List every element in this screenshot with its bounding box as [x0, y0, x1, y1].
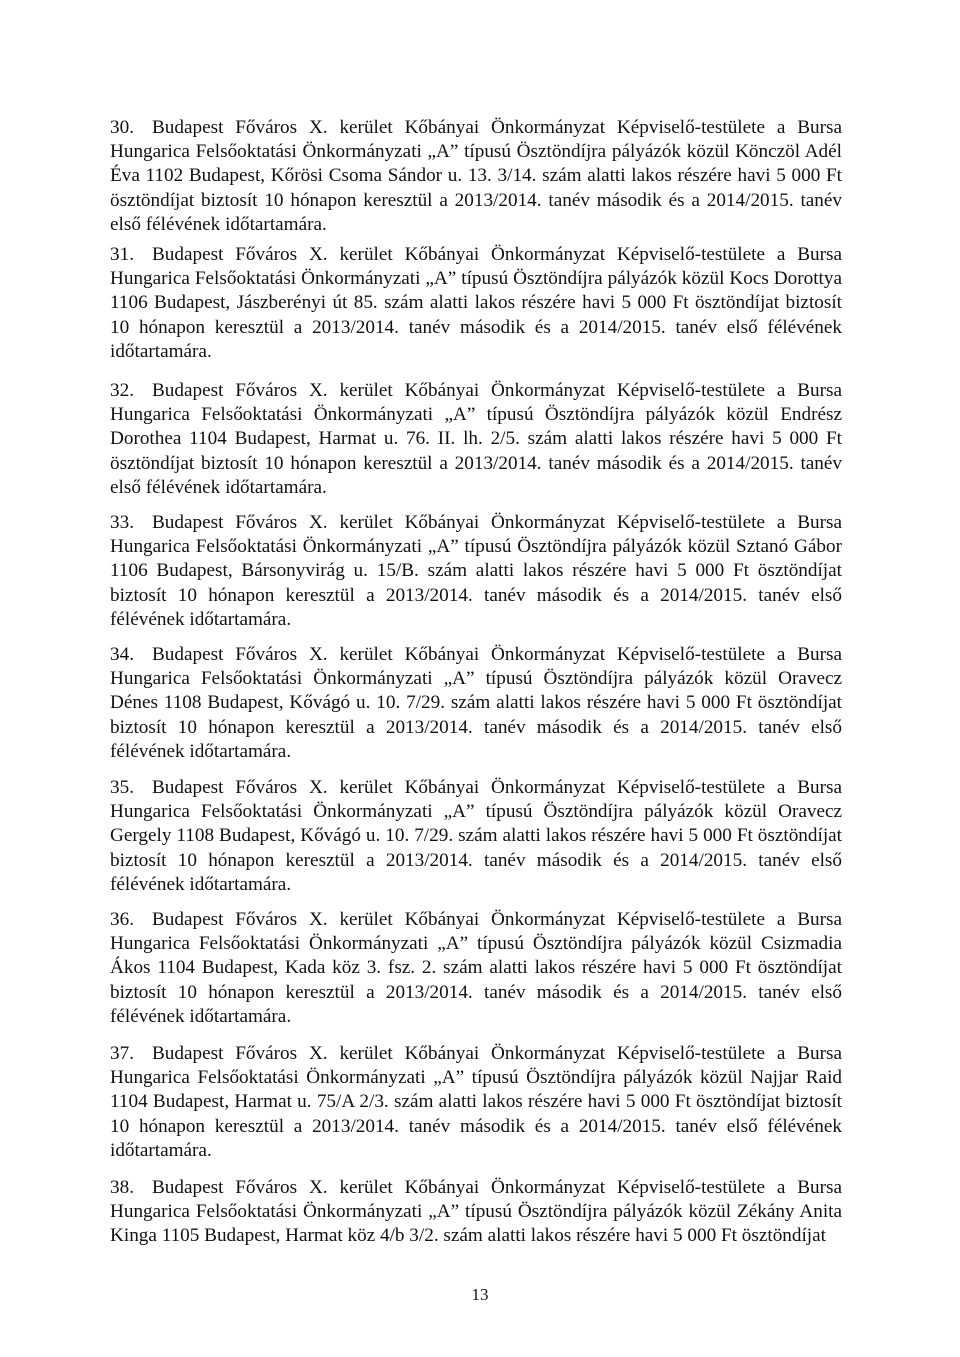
paragraph-text: Budapest Főváros X. kerület Kőbányai Önkormányzat Képviselő-testülete a Bursa Hungarica Felsőoktatási Önkormányzati „A” típusú Ösztöndíjra pályázók közül Csizmadia Ákos 1104 Budapest, Kada köz 3. fsz. 2. szám alatti lakos részére havi 5 000 Ft ösztöndíjat biztosít 10 hónapon keresztül a 2013/2014. tanév második és a 2014/2015. tanév első félévének időtartamára.	[110, 909, 842, 1027]
paragraph-37	[110, 1042, 842, 1163]
paragraph-number: 36.	[110, 909, 134, 930]
paragraph-30	[110, 116, 842, 237]
paragraph-31	[110, 243, 842, 364]
paragraph-32	[110, 379, 842, 500]
paragraph-35	[110, 776, 842, 897]
paragraph-text: Budapest Főváros X. kerület Kőbányai Önkormányzat Képviselő-testülete a Bursa Hungarica Felsőoktatási Önkormányzati „A” típusú Ösztöndíjra pályázók közül Najjar Raid 1104 Budapest, Harmat u. 75/A 2/3. szám alatti lakos részére havi 5 000 Ft ösztöndíjat biztosít 10 hónapon keresztül a 2013/2014. tanév második és a 2014/2015. tanév első félévének időtartamára.	[110, 1043, 842, 1161]
paragraph-34	[110, 643, 842, 764]
paragraph-number: 35.	[110, 777, 134, 798]
paragraph-number: 38.	[110, 1177, 134, 1198]
paragraph-number: 31.	[110, 244, 134, 265]
paragraph-number: 34.	[110, 644, 134, 665]
paragraph-text: Budapest Főváros X. kerület Kőbányai Önkormányzat Képviselő-testülete a Bursa Hungarica Felsőoktatási Önkormányzati „A” típusú Ösztöndíjra pályázók közül Endrész Dorothea 1104 Budapest, Harmat u. 76. II. lh. 2/5. szám alatti lakos részére havi 5 000 Ft ösztöndíjat biztosít 10 hónapon keresztül a 2013/2014. tanév második és a 2014/2015. tanév első félévének időtartamára.	[110, 380, 842, 498]
paragraph-number: 30.	[110, 117, 134, 138]
paragraph-36	[110, 908, 842, 1029]
page-number: 13	[471, 1285, 489, 1304]
paragraph-text: Budapest Főváros X. kerület Kőbányai Önkormányzat Képviselő-testülete a Bursa Hungarica Felsőoktatási Önkormányzati „A” típusú Ösztöndíjra pályázók közül Oravecz Dénes 1108 Budapest, Kővágó u. 10. 7/29. szám alatti lakos részére havi 5 000 Ft ösztöndíjat biztosít 10 hónapon keresztül a 2013/2014. tanév második és a 2014/2015. tanév első félévének időtartamára.	[110, 644, 842, 762]
paragraph-38	[110, 1176, 842, 1249]
paragraph-number: 32.	[110, 380, 134, 401]
paragraph-text: Budapest Főváros X. kerület Kőbányai Önkormányzat Képviselő-testülete a Bursa Hungarica Felsőoktatási Önkormányzati „A” típusú Ösztöndíjra pályázók közül Zékány Anita Kinga 1105 Budapest, Harmat köz 4/b 3/2. szám alatti lakos részére havi 5 000 Ft ösztöndíjat	[110, 1177, 842, 1247]
paragraph-text: Budapest Főváros X. kerület Kőbányai Önkormányzat Képviselő-testülete a Bursa Hungarica Felsőoktatási Önkormányzati „A” típusú Ösztöndíjra pályázók közül Kocs Dorottya 1106 Budapest, Jászberényi út 85. szám alatti lakos részére havi 5 000 Ft ösztöndíjat biztosít 10 hónapon keresztül a 2013/2014. tanév második és a 2014/2015. tanév első félévének időtartamára.	[110, 244, 842, 362]
paragraph-33	[110, 511, 842, 632]
paragraph-number: 33.	[110, 512, 134, 533]
paragraph-text: Budapest Főváros X. kerület Kőbányai Önkormányzat Képviselő-testülete a Bursa Hungarica Felsőoktatási Önkormányzati „A” típusú Ösztöndíjra pályázók közül Oravecz Gergely 1108 Budapest, Kővágó u. 10. 7/29. szám alatti lakos részére havi 5 000 Ft ösztöndíjat biztosít 10 hónapon keresztül a 2013/2014. tanév második és a 2014/2015. tanév első félévének időtartamára.	[110, 777, 842, 895]
paragraph-text: Budapest Főváros X. kerület Kőbányai Önkormányzat Képviselő-testülete a Bursa Hungarica Felsőoktatási Önkormányzati „A” típusú Ösztöndíjra pályázók közül Sztanó Gábor 1106 Budapest, Bársonyvirág u. 15/B. szám alatti lakos részére havi 5 000 Ft ösztöndíjat biztosít 10 hónapon keresztül a 2013/2014. tanév második és a 2014/2015. tanév első félévének időtartamára.	[110, 512, 842, 630]
paragraph-text: Budapest Főváros X. kerület Kőbányai Önkormányzat Képviselő-testülete a Bursa Hungarica Felsőoktatási Önkormányzati „A” típusú Ösztöndíjra pályázók közül Könczöl Adél Éva 1102 Budapest, Kőrösi Csoma Sándor u. 13. 3/14. szám alatti lakos részére havi 5 000 Ft ösztöndíjat biztosít 10 hónapon keresztül a 2013/2014. tanév második és a 2014/2015. tanév első félévének időtartamára.	[110, 117, 842, 235]
paragraph-number: 37.	[110, 1043, 134, 1064]
